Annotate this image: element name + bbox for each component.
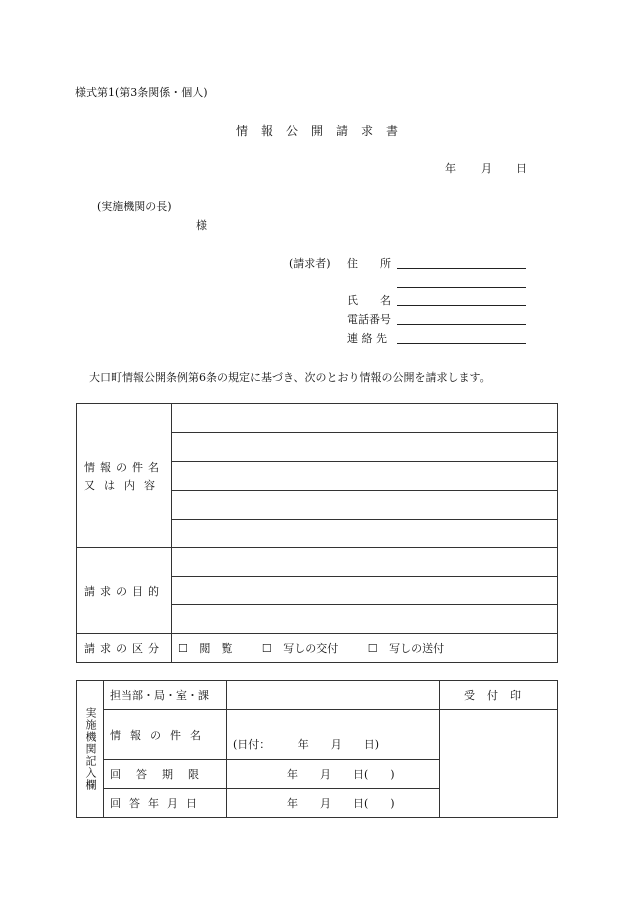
- requester-address-line[interactable]: [397, 268, 526, 269]
- date-month-label: 月: [481, 162, 492, 175]
- requester-phone-label: 電話番号: [347, 313, 391, 326]
- date-day-label: 日: [516, 162, 527, 175]
- option-mail-checkbox[interactable]: ☐: [367, 642, 378, 655]
- info-subject-label-line1: 情報の件名: [84, 460, 164, 474]
- office-info-label: 情報の件名: [104, 710, 227, 760]
- dept-value[interactable]: [227, 681, 440, 710]
- request-table: [76, 403, 558, 663]
- answer-date-value[interactable]: 年 月 日( ): [227, 789, 440, 818]
- purpose-label: 請求の目的: [77, 548, 172, 634]
- requester-contact-line[interactable]: [397, 343, 526, 344]
- request-statement: 大口町情報公開条例第6条の規定に基づき、次のとおり情報の公開を請求します。: [89, 371, 491, 384]
- option-view-label: 閲 覧: [199, 642, 233, 655]
- requester-contact-label: 連 絡 先: [347, 332, 387, 345]
- category-label: 請求の区分: [77, 634, 172, 663]
- requester-name-label: 氏 名: [347, 294, 391, 307]
- purpose-row-1[interactable]: [172, 548, 558, 577]
- addressee-honorific: 様: [196, 219, 207, 232]
- addressee-org: (実施機関の長): [97, 200, 172, 213]
- deadline-label: 回答期限: [104, 760, 227, 789]
- form-code: 様式第1(第3条関係・個人): [75, 86, 208, 99]
- purpose-row-2[interactable]: [172, 577, 558, 605]
- option-mail-label: 写しの送付: [389, 642, 445, 655]
- deadline-value[interactable]: 年 月 日( ): [227, 760, 440, 789]
- date-year-label: 年: [445, 162, 456, 175]
- requester-label: (請求者): [289, 257, 331, 270]
- stamp-label: 受付印: [440, 681, 558, 710]
- office-use-table: [76, 680, 558, 818]
- category-options: [172, 634, 558, 663]
- dept-label: 担当部・局・室・課: [104, 681, 227, 710]
- office-side-label: 実施機関記入欄: [84, 707, 97, 791]
- option-copy-checkbox[interactable]: ☐: [261, 642, 272, 655]
- info-subject-row-5[interactable]: [172, 520, 558, 548]
- requester-address-line-2[interactable]: [397, 287, 526, 288]
- option-view-checkbox[interactable]: ☐: [178, 642, 188, 655]
- office-info-value[interactable]: [227, 710, 440, 760]
- office-side-label-cell: [77, 681, 104, 818]
- option-copy-label: 写しの交付: [283, 642, 339, 655]
- info-subject-row-2[interactable]: [172, 433, 558, 462]
- stamp-area[interactable]: [440, 710, 558, 818]
- info-subject-row-1[interactable]: [172, 404, 558, 433]
- requester-phone-line[interactable]: [397, 324, 526, 325]
- info-subject-row-3[interactable]: [172, 462, 558, 491]
- info-subject-label-line2: 又は内容: [84, 478, 164, 492]
- answer-date-label: 回答年月日: [104, 789, 227, 818]
- purpose-row-3[interactable]: [172, 605, 558, 634]
- info-subject-label: [77, 404, 172, 548]
- requester-name-line[interactable]: [397, 305, 526, 306]
- info-subject-row-4[interactable]: [172, 491, 558, 520]
- requester-address-label: 住 所: [347, 257, 391, 270]
- page-title: 情報公開請求書: [236, 124, 412, 138]
- office-info-date-note: (日付： 年 月 日): [233, 738, 380, 751]
